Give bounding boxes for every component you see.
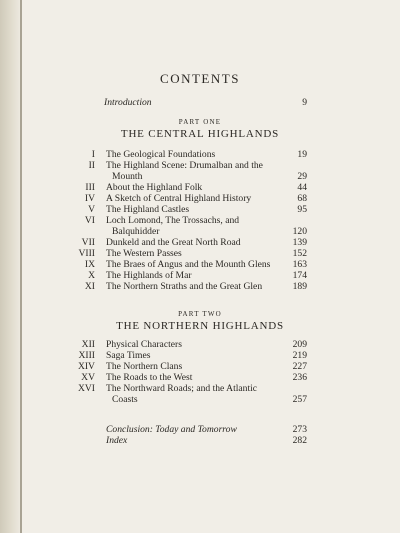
chapter-number: XI: [84, 281, 95, 292]
entry-page: 189: [292, 281, 307, 292]
part-one-label: PART ONE: [178, 118, 222, 126]
entry-page: 163: [292, 259, 307, 270]
toc-entry-line: [0, 226, 400, 237]
entry-title: The Northern Clans: [106, 361, 183, 372]
chapter-number: XIV: [77, 361, 95, 372]
toc-entry-line: [0, 361, 400, 372]
entry-title: Balquhidder: [112, 226, 160, 237]
chapter-number: IX: [84, 259, 95, 270]
entry-title: Loch Lomond, The Trossachs, and: [106, 215, 240, 226]
toc-entry-line: [0, 394, 400, 405]
toc-entry-line: [0, 350, 400, 361]
chapter-number: I: [91, 149, 95, 160]
chapter-number: XIII: [78, 350, 95, 361]
entry-page: 139: [292, 237, 307, 248]
entry-page: 219: [292, 350, 307, 361]
entry-page: 68: [297, 193, 307, 204]
toc-entry-index: [0, 435, 400, 446]
toc-entry-line: [0, 248, 400, 259]
chapter-number: IV: [84, 193, 95, 204]
entry-title: The Braes of Angus and the Mounth Glens: [106, 259, 271, 270]
entry-page: 257: [292, 394, 307, 405]
entry-title: The Western Passes: [106, 248, 182, 259]
entry-page: 44: [297, 182, 307, 193]
entry-title: The Northern Straths and the Great Glen: [106, 281, 263, 292]
entry-title: Mounth: [112, 171, 143, 182]
entry-page: 95: [297, 204, 307, 215]
chapter-number: III: [85, 182, 95, 193]
entry-title: Physical Characters: [106, 339, 182, 350]
toc-entry-line: [0, 237, 400, 248]
chapter-number: II: [88, 160, 95, 171]
entry-page: 9: [302, 97, 307, 108]
entry-title: The Highland Scene: Drumalban and the: [106, 160, 263, 171]
entry-page: 209: [292, 339, 307, 350]
toc-entry-line: [0, 149, 400, 160]
entry-page: 236: [292, 372, 307, 383]
entry-page: 152: [292, 248, 307, 259]
toc-entry-line: [0, 204, 400, 215]
toc-entry-line: [0, 193, 400, 204]
entry-title: Conclusion: Today and Tomorrow: [106, 424, 237, 435]
chapter-number: XII: [81, 339, 95, 350]
toc-entry-line: [0, 215, 400, 226]
part-two-label: PART TWO: [178, 310, 222, 318]
entry-title: The Northward Roads; and the Atlantic: [106, 383, 258, 394]
chapter-number: VII: [81, 237, 95, 248]
part-two-title: THE NORTHERN HIGHLANDS: [116, 320, 284, 332]
entry-title: About the Highland Folk: [106, 182, 203, 193]
toc-entry-line: [0, 270, 400, 281]
toc-entry-line: [0, 383, 400, 394]
entry-title: The Geological Foundations: [106, 149, 216, 160]
entry-title: Coasts: [112, 394, 138, 405]
toc-entry-conclusion: [0, 424, 400, 435]
entry-title: Dunkeld and the Great North Road: [106, 237, 241, 248]
entry-title: A Sketch of Central Highland History: [106, 193, 252, 204]
entry-title: The Highland Castles: [106, 204, 190, 215]
chapter-number: XV: [81, 372, 95, 383]
entry-title: Index: [106, 435, 128, 446]
chapter-number: V: [88, 204, 95, 215]
entry-page: 227: [292, 361, 307, 372]
entry-page: 282: [292, 435, 307, 446]
entry-title: The Roads to the West: [106, 372, 193, 383]
toc-entry-line: [0, 281, 400, 292]
toc-entry-line: [0, 160, 400, 171]
entry-page: 120: [292, 226, 307, 237]
entry-page: 19: [297, 149, 307, 160]
entry-page: 273: [292, 424, 307, 435]
entry-page: 174: [292, 270, 307, 281]
toc-entry-line: [0, 171, 400, 182]
toc-entry-line: [0, 182, 400, 193]
entry-page: 29: [297, 171, 307, 182]
toc-entry-introduction: [0, 97, 400, 108]
toc-entry-line: [0, 259, 400, 270]
toc-entry-line: [0, 372, 400, 383]
chapter-number: VIII: [78, 248, 95, 259]
entry-title: The Highlands of Mar: [106, 270, 192, 281]
entry-title: Introduction: [104, 97, 152, 108]
contents-heading: CONTENTS: [160, 71, 240, 86]
part-one-title: THE CENTRAL HIGHLANDS: [120, 128, 280, 140]
entry-title: Saga Times: [106, 350, 151, 361]
chapter-number: VI: [84, 215, 95, 226]
chapter-number: X: [88, 270, 95, 281]
chapter-number: XVI: [77, 383, 95, 394]
toc-entry-line: [0, 339, 400, 350]
